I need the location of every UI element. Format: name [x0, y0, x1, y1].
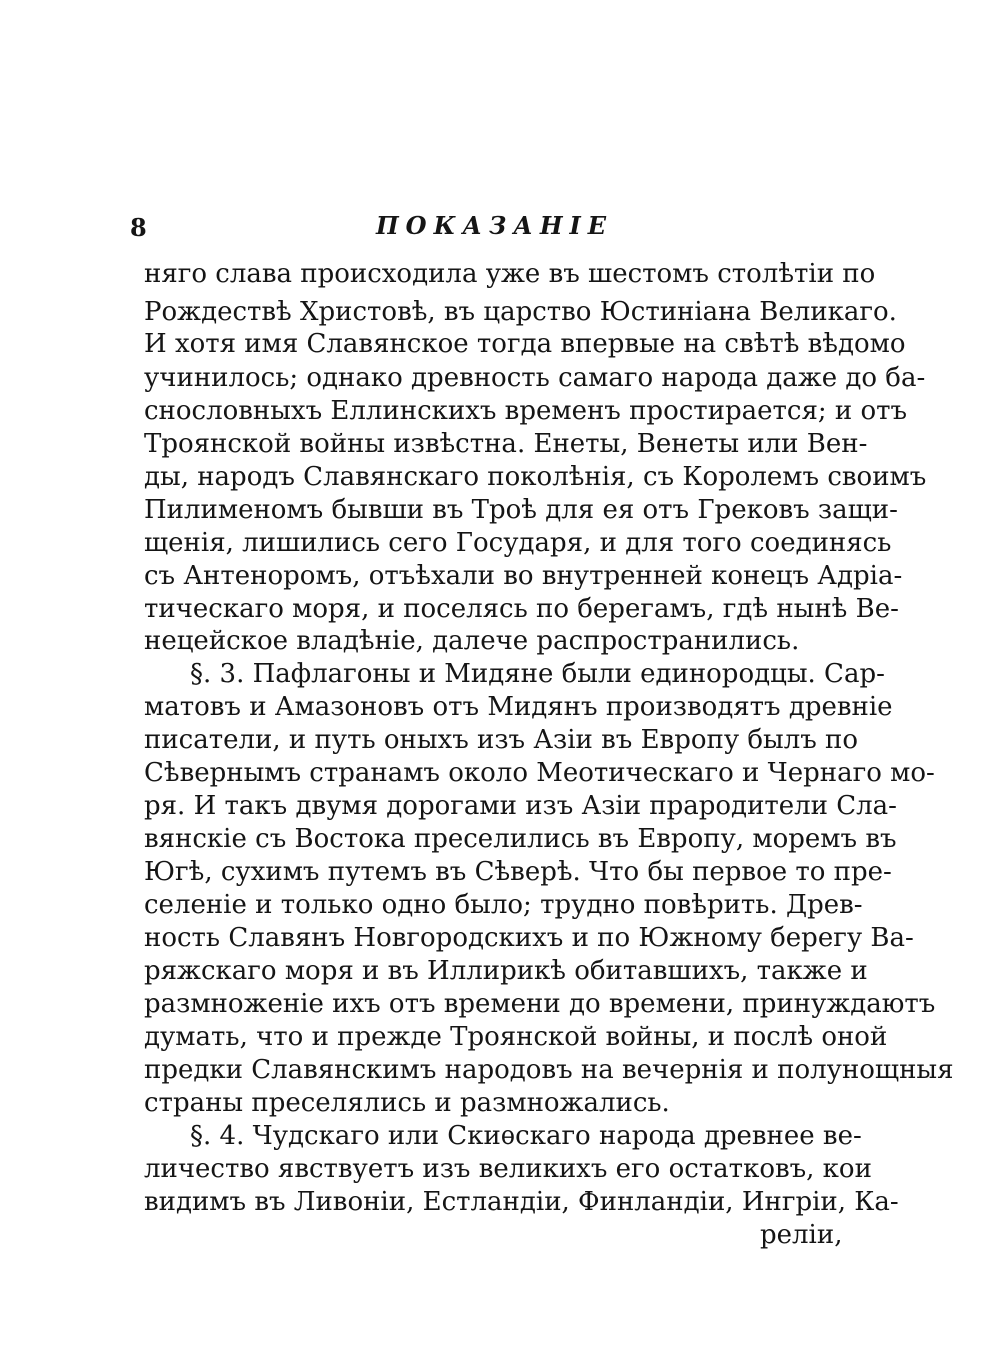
text-line: размноженіе ихъ отъ времени до времени, принуждаютъ [144, 989, 936, 1019]
text-line: нецейское владѣніе, далече распространились. [144, 626, 800, 656]
text-line: предки Славянскимъ народовъ на вечернія и полунощныя [144, 1055, 954, 1085]
text-line: думать, что и прежде Троянской войны, и послѣ оной [144, 1022, 888, 1052]
text-line: няго слава происходила уже въ шестомъ столѣтіи по [144, 259, 876, 289]
text-line: ность Славянъ Новгородскихъ и по Южному берегу Ва- [144, 923, 914, 953]
paragraph-3-start: §. 3. Пафлагоны и Мидяне были единородцы. Сар- [190, 659, 885, 689]
text-line: Пилименомъ бывши въ Троѣ для ея отъ Грековъ защи- [144, 495, 898, 525]
text-line: личество явствуетъ изъ великихъ его остатковъ, кои [144, 1154, 872, 1184]
text-line: вянскіе съ Востока преселились въ Европу, моремъ въ [144, 824, 897, 854]
text-line: щенія, лишились сего Государя, и для того соединясь [144, 528, 892, 558]
text-line: страны преселялись и размножались. [144, 1088, 670, 1118]
text-line: тическаго моря, и поселясь по берегамъ, гдѣ нынѣ Ве- [144, 594, 899, 624]
page-number: 8 [130, 213, 147, 242]
text-line: Троянской войны извѣстна. Енеты, Венеты или Вен- [144, 429, 868, 459]
paragraph-4-start: §. 4. Чудскаго или Скиѳскаго народа древнее ве- [190, 1121, 862, 1151]
running-title: ПОКАЗАНІЕ [376, 211, 614, 240]
text-line: писатели, и путь оныхъ изъ Азіи въ Европу былъ по [144, 725, 859, 755]
text-line: Югѣ, сухимъ путемъ въ Сѣверѣ. Что бы первое то пре- [144, 857, 892, 887]
text-line: И хотя имя Славянское тогда впервые на свѣтѣ вѣдомо [144, 329, 906, 359]
text-line: ря. И такъ двумя дорогами изъ Азіи прародители Сла- [144, 791, 897, 821]
text-line: ды, народъ Славянскаго поколѣнія, съ Королемъ своимъ [144, 462, 927, 492]
catchword: реліи, [760, 1220, 843, 1250]
text-line: матовъ и Амазоновъ отъ Мидянъ производятъ древніе [144, 692, 893, 722]
text-line: видимъ въ Ливоніи, Естландіи, Финландіи, Ингріи, Ка- [144, 1187, 899, 1217]
text-line: снословныхъ Еллинскихъ временъ простирается; и отъ [144, 396, 908, 426]
text-line: Сѣвернымъ странамъ около Меотическаго и Чернаго мо- [144, 758, 935, 788]
text-line: учинилось; однако древность самаго народа даже до ба- [144, 363, 926, 393]
text-line: Рождествѣ Христовѣ, въ царство Юстиніана Великаго. [144, 297, 897, 327]
text-line: съ Антеноромъ, отъѣхали во внутренней конецъ Адріа- [144, 561, 903, 591]
text-line: ряжскаго моря и въ Иллирикѣ обитавшихъ, также и [144, 956, 868, 986]
text-line: селеніе и только одно было; трудно повѣрить. Древ- [144, 890, 863, 920]
